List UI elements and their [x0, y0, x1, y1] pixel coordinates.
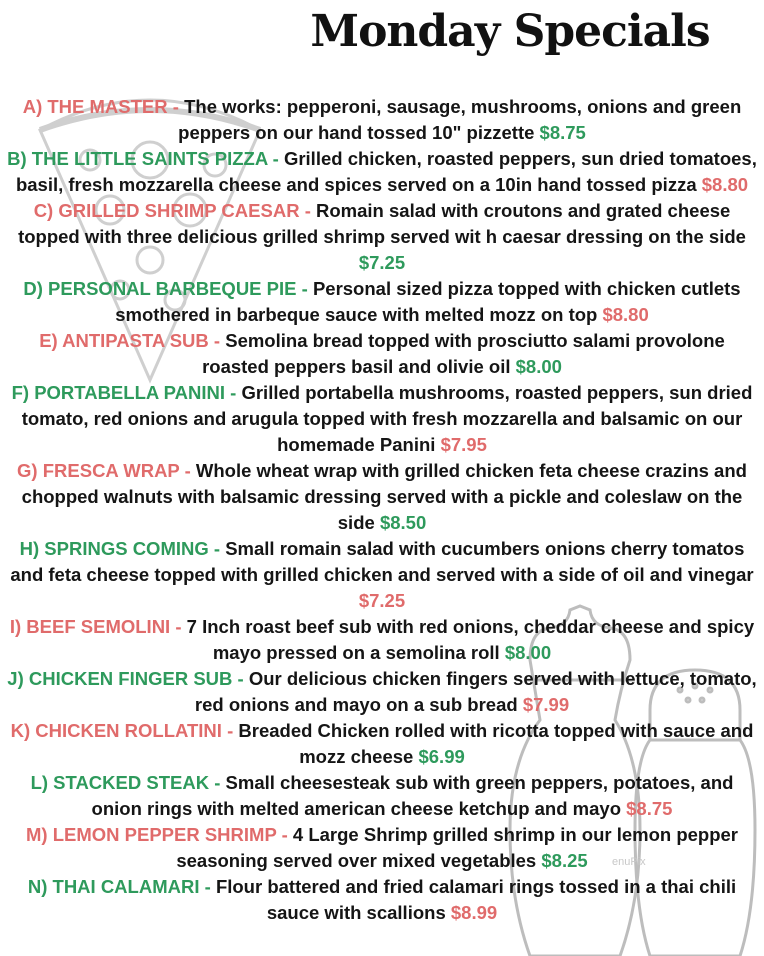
item-description: Romain salad with croutons and grated cheese topped with three delicious grilled shrimp served wit h caesar dressing on the side [18, 200, 746, 247]
item-separator: - [208, 538, 226, 559]
item-code: N) THAI CALAMARI [27, 876, 200, 897]
item-separator: - [167, 96, 185, 117]
item-description: 7 Inch roast beef sub with red onions, cheddar cheese and spicy mayo pressed on a semolina roll [186, 616, 755, 663]
menu-item [6, 874, 758, 926]
item-code: E) ANTIPASTA SUB [39, 330, 209, 351]
menu-item [6, 380, 758, 458]
item-price: $8.75 [539, 122, 586, 143]
item-description: Flour battered and fried calamari rings tossed in a thai chili sauce with scallions [215, 876, 737, 923]
item-separator: - [208, 330, 226, 351]
item-description: 4 Large Shrimp grilled shrimp in our lemon pepper seasoning served over mixed vegetables [176, 824, 739, 871]
item-separator: - [170, 616, 187, 637]
item-price: $8.75 [626, 798, 673, 819]
item-separator: - [221, 720, 239, 741]
item-price: $6.99 [418, 746, 465, 767]
item-code: A) THE MASTER [22, 96, 168, 117]
item-code: H) SPRINGS COMING [19, 538, 209, 559]
item-description: Personal sized pizza topped with chicken cutlets smothered in barbeque sauce with melted mozz on top [115, 278, 741, 325]
item-code: I) BEEF SEMOLINI [9, 616, 171, 637]
item-code: J) CHICKEN FINGER SUB [7, 668, 233, 689]
item-separator: - [179, 460, 196, 481]
watermark: enuPix [612, 856, 646, 868]
item-price: $7.25 [358, 252, 406, 273]
item-description: Our delicious chicken fingers served with lettuce, tomato, red onions and mayo on a sub bread [194, 668, 757, 715]
menu-item [6, 458, 758, 536]
item-separator: - [209, 772, 226, 793]
item-description: The works: pepperoni, sausage, mushrooms, onions and green peppers on our hand tossed 10" pizzette [178, 96, 742, 143]
item-price: $8.00 [515, 356, 562, 377]
item-code: B) THE LITTLE SAINTS PIZZA [7, 148, 268, 169]
item-price: $8.99 [450, 902, 498, 923]
menu-item [6, 536, 758, 614]
item-price: $7.25 [358, 590, 406, 611]
specials-list [0, 94, 764, 926]
item-separator: - [299, 200, 317, 221]
item-description: Whole wheat wrap with grilled chicken feta cheese crazins and chopped walnuts with balsamic dressing served with a pickle and coleslaw on the side [21, 460, 747, 533]
menu-item [6, 666, 758, 718]
item-description: Small cheesesteak sub with green peppers, potatoes, and onion rings with melted american cheese ketchup and mayo [91, 772, 734, 819]
item-code: F) PORTABELLA PANINI [11, 382, 226, 403]
item-description: Grilled portabella mushrooms, roasted peppers, sun dried tomato, red onions and arugula topped with fresh mozzarella and balsamic on our homemade Panini [21, 382, 753, 455]
menu-item [6, 94, 758, 146]
item-price: $8.25 [541, 850, 588, 871]
item-separator: - [267, 148, 284, 169]
menu-item [6, 718, 758, 770]
item-description: Grilled chicken, roasted peppers, sun dried tomatoes, basil, fresh mozzarella cheese and spices served on a 10in hand tossed pizza [15, 148, 757, 195]
menu-item [6, 328, 758, 380]
item-price: $8.80 [602, 304, 649, 325]
item-separator: - [225, 382, 242, 403]
item-description: Semolina bread topped with prosciutto salami provolone roasted peppers basil and olivie oil [202, 330, 725, 377]
item-code: K) CHICKEN ROLLATINI [10, 720, 222, 741]
item-code: C) GRILLED SHRIMP CAESAR [33, 200, 300, 221]
item-separator: - [276, 824, 293, 845]
item-code: L) STACKED STEAK [30, 772, 210, 793]
menu-item [6, 614, 758, 666]
menu-item [6, 770, 758, 822]
item-description: Breaded Chicken rolled with ricotta topped with sauce and mozz cheese [238, 720, 754, 767]
item-separator: - [232, 668, 249, 689]
item-price: $8.80 [701, 174, 749, 195]
menu-item [6, 198, 758, 276]
item-description: Small romain salad with cucumbers onions cherry tomatos and feta cheese topped with grilled chicken and served with a side of oil and vinegar [10, 538, 754, 585]
item-separator: - [199, 876, 216, 897]
item-code: G) FRESCA WRAP [17, 460, 180, 481]
item-separator: - [296, 278, 313, 299]
item-price: $7.95 [440, 434, 487, 455]
page-title: Monday Specials [310, 6, 710, 57]
item-price: $8.00 [504, 642, 552, 663]
item-code: M) LEMON PEPPER SHRIMP [25, 824, 277, 845]
menu-item [6, 146, 758, 198]
item-price: $7.99 [522, 694, 570, 715]
item-price: $8.50 [379, 512, 427, 533]
menu-item [6, 276, 758, 328]
item-code: D) PERSONAL BARBEQUE PIE [23, 278, 297, 299]
